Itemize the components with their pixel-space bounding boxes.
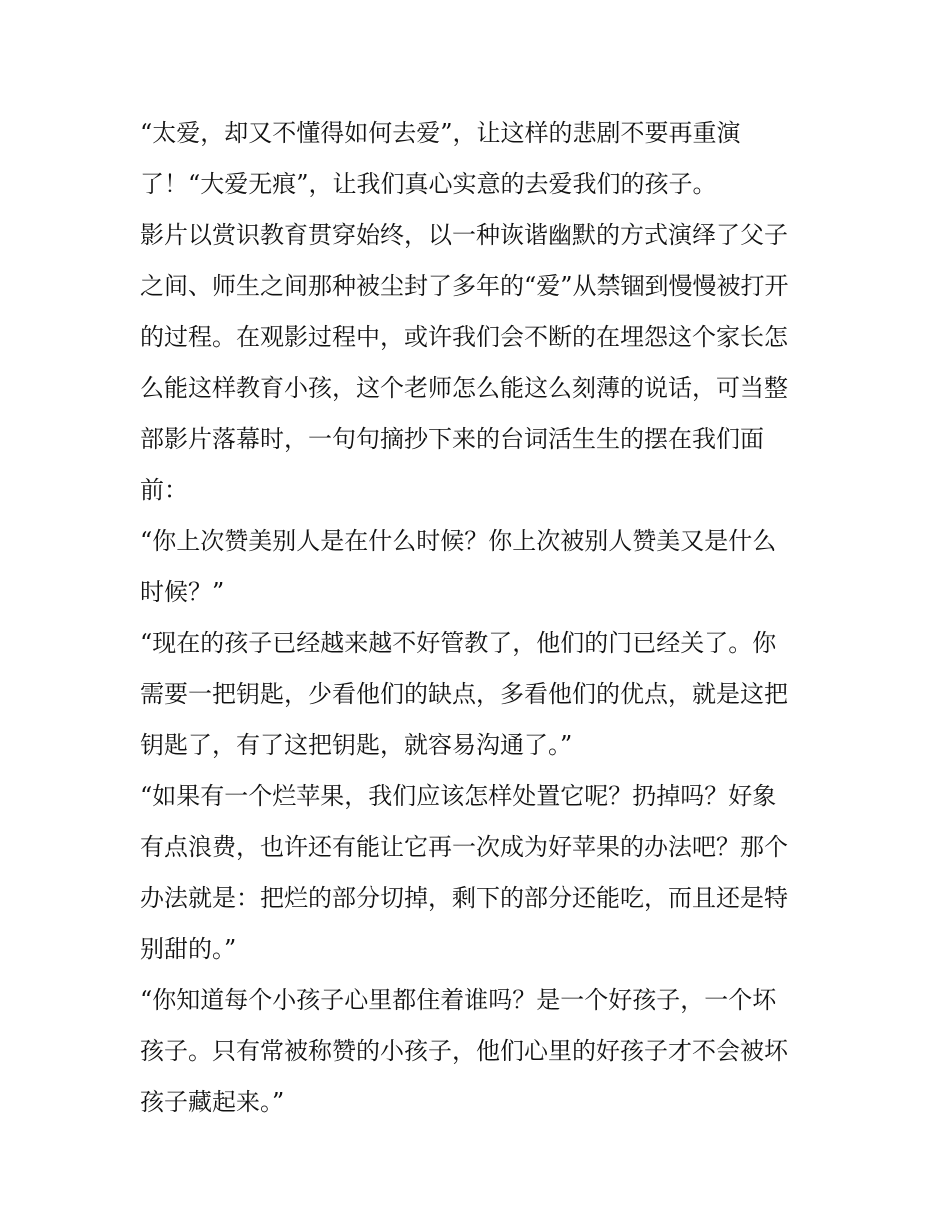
text-line: “如果有一个烂苹果，我们应该怎样处置它呢？扔掉吗？好象 [140,782,777,810]
text-line: 孩子藏起来。” [140,1088,285,1116]
text-line: 有点浪费，也许还有能让它再一次成为好苹果的办法吧？那个 [140,833,788,861]
text-line: 么能这样教育小孩，这个老师怎么能这么刻薄的说话，可当整 [140,374,788,402]
text-line: “你知道每个小孩子心里都住着谁吗？是一个好孩子，一个坏 [140,986,777,1014]
text-line: 钥匙了，有了这把钥匙，就容易沟通了。” [140,731,573,759]
text-line: 办法就是：把烂的部分切掉，剩下的部分还能吃，而且还是特 [140,884,788,912]
text-line: “太爱，却又不懂得如何去爱”，让这样的悲剧不要再重演 [140,119,741,147]
text-line: 部影片落幕时，一句句摘抄下来的台词活生生的摆在我们面 [140,425,764,453]
text-line: 了！“大爱无痕”，让我们真心实意的去爱我们的孩子。 [140,170,717,198]
text-line: 别甜的。” [140,935,237,963]
document-body [140,108,820,1128]
text-line: 需要一把钥匙，少看他们的缺点，多看他们的优点，就是这把 [140,680,788,708]
text-line: 时候？” [140,578,225,606]
text-line: 之间、师生之间那种被尘封了多年的“爱”从禁锢到慢慢被打开 [140,272,789,300]
text-line: “现在的孩子已经越来越不好管教了，他们的门已经关了。你 [140,629,777,657]
text-line: 影片以赏识教育贯穿始终，以一种诙谐幽默的方式演绎了父子 [140,221,788,249]
text-line: 的过程。在观影过程中，或许我们会不断的在埋怨这个家长怎 [140,323,788,351]
text-line: “你上次赞美别人是在什么时候？你上次被别人赞美又是什么 [140,527,777,555]
text-line: 前： [140,476,188,504]
text-line: 孩子。只有常被称赞的小孩子，他们心里的好孩子才不会被坏 [140,1037,788,1065]
